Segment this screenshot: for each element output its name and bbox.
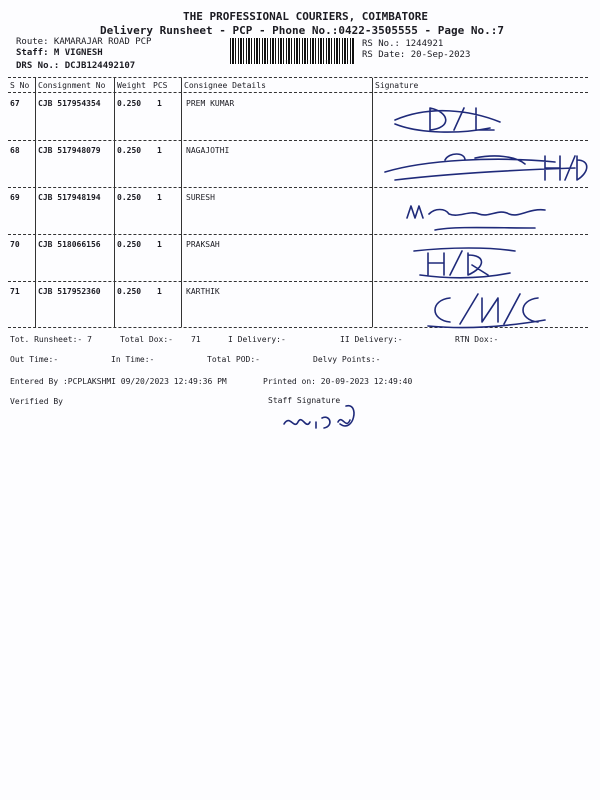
row-consignment: CJB 517948194 (38, 193, 101, 202)
column-divider (114, 78, 115, 327)
ii-delivery: II Delivery:- (340, 335, 403, 344)
row-weight: 0.250 (117, 99, 142, 108)
staff-signature-ink (280, 400, 360, 436)
row-consignment: CJB 518066156 (38, 240, 101, 249)
row-consignee: SURESH (186, 193, 215, 202)
row-consignee: PRAKSAH (186, 240, 220, 249)
row-weight: 0.250 (117, 146, 142, 155)
row-pcs: 1 (157, 240, 162, 249)
total-dox-label: Total Dox:- (120, 335, 173, 344)
signature-row-69 (405, 200, 555, 236)
column-divider (372, 78, 373, 327)
company-title: THE PROFESSIONAL COURIERS, COIMBATORE (183, 10, 429, 23)
row-sno: 67 (10, 99, 20, 108)
row-weight: 0.250 (117, 240, 142, 249)
column-divider (35, 78, 36, 327)
row-sno: 68 (10, 146, 20, 155)
tot-runsheet: Tot. Runsheet:- 7 (10, 335, 92, 344)
row-consignment: CJB 517954354 (38, 99, 101, 108)
row-sno: 71 (10, 287, 20, 296)
col-header-weight: Weight (117, 81, 146, 90)
row-pcs: 1 (157, 193, 162, 202)
signature-row-70 (410, 245, 520, 279)
row-pcs: 1 (157, 287, 162, 296)
route-label: Route: KAMARAJAR ROAD PCP (16, 37, 152, 47)
rtn-dox: RTN Dox:- (455, 335, 499, 344)
col-header-consignee: Consignee Details (184, 81, 266, 90)
row-weight: 0.250 (117, 193, 142, 202)
delvy-points: Delvy Points:- (313, 355, 381, 364)
row-sno: 69 (10, 193, 20, 202)
out-time: Out Time:- (10, 355, 59, 364)
rs-number: RS No.: 1244921 (362, 39, 444, 49)
row-consignee: PREM KUMAR (186, 99, 235, 108)
table-top-rule (8, 77, 588, 78)
col-header-consignment: Consignment No (38, 81, 106, 90)
rs-date: RS Date: 20-Sep-2023 (362, 50, 471, 60)
row-consignee: KARTHIK (186, 287, 220, 296)
staff-label: Staff: M VIGNESH (16, 48, 103, 58)
row-sno: 70 (10, 240, 20, 249)
entered-by: Entered By :PCPLAKSHMI 09/20/2023 12:49:36 PM (10, 377, 227, 386)
runsheet-subtitle: Delivery Runsheet - PCP - Phone No.:0422-3505555 - Page No.:7 (100, 24, 504, 37)
barcode (230, 38, 355, 64)
verified-by: Verified By (10, 397, 63, 406)
col-header-signature: Signature (375, 81, 419, 90)
signature-row-67 (390, 100, 510, 140)
drs-number: DRS No.: DCJB124492107 (16, 61, 136, 71)
table-header-rule (8, 92, 588, 93)
in-time: In Time:- (111, 355, 155, 364)
printed-on: Printed on: 20-09-2023 12:49:40 (263, 377, 413, 386)
row-consignee: NAGAJOTHI (186, 146, 230, 155)
total-dox-value: 71 (191, 335, 201, 344)
total-pod: Total POD:- (207, 355, 260, 364)
row-pcs: 1 (157, 146, 162, 155)
row-consignment: CJB 517948079 (38, 146, 101, 155)
i-delivery: I Delivery:- (228, 335, 286, 344)
col-header-pcs: PCS (153, 81, 168, 90)
row-weight: 0.250 (117, 287, 142, 296)
col-header-sno: S No (10, 81, 30, 90)
staff-signature-label: Staff Signature (268, 396, 341, 405)
row-consignment: CJB 517952360 (38, 287, 101, 296)
signature-row-68 (385, 150, 595, 192)
signature-row-71 (420, 290, 550, 330)
row-rule (8, 140, 588, 141)
row-pcs: 1 (157, 99, 162, 108)
column-divider (181, 78, 182, 327)
row-rule (8, 281, 588, 282)
